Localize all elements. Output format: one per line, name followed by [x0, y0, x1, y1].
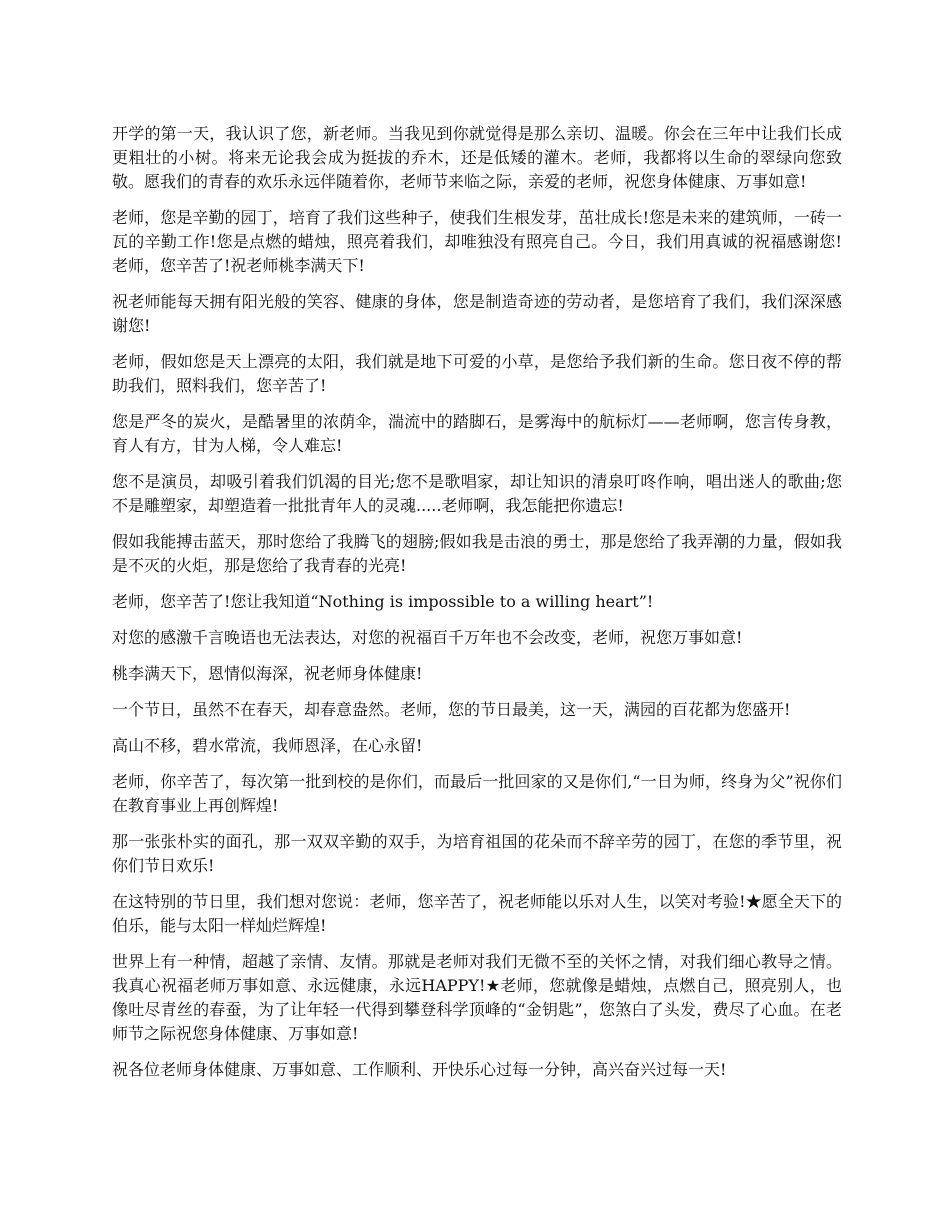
paragraph-11: 一个节日，虽然不在春天，却春意盎然。老师，您的节日最美，这一天，满园的百花都为您盛开!	[112, 700, 791, 719]
paragraph-13: 老师，你辛苦了，每次第一批到校的是你们，而最后一批回家的又是你们,“一日为师，终身为父”祝你们在教育事业上再创辉煌!	[112, 772, 842, 815]
paragraph-9: 对您的感激千言晚语也无法表达，对您的祝福百千万年也不会改变，老师，祝您万事如意!	[112, 628, 743, 647]
paragraph-10: 桃李满天下，恩情似海深，祝老师身体健康!	[112, 664, 423, 683]
paragraph-16: 世界上有一种情，超越了亲情、友情。那就是老师对我们无微不至的关怀之情，对我们细心教导之情。我真心祝福老师万事如意、永远健康，永远HAPPY!★老师，您就像是蜡烛，点燃自己，照亮别人，也像吐尽青丝的春蚕，为了让年轻一代得到攀登科学顶峰的“金钥匙”，您煞白了头发，费尽了心血。在老师节之际祝您身体健康、万事如意!	[112, 952, 842, 1043]
paragraph-8: 老师，您辛苦了!您让我知道“Nothing is impossible to a willing heart”!	[112, 592, 654, 611]
paragraph-17: 祝各位老师身体健康、万事如意、工作顺利、开快乐心过每一分钟，高兴奋兴过每一天!	[112, 1060, 727, 1079]
paragraph-6: 您不是演员，却吸引着我们饥渴的目光;您不是歌唱家，却让知识的清泉叮咚作响，唱出迷人的歌曲;您不是雕塑家，却塑造着一批批青年人的灵魂.....老师啊，我怎能把你遗忘!	[112, 472, 842, 515]
paragraph-2: 老师，您是辛勤的园丁，培育了我们这些种子，使我们生根发芽，茁壮成长!您是未来的建筑师，一砖一瓦的辛勤工作!您是点燃的蜡烛，照亮着我们，却唯独没有照亮自己。今日，我们用真诚的祝福感谢您!老师，您辛苦了!祝老师桃李满天下!	[112, 208, 842, 275]
paragraph-1: 开学的第一天，我认识了您，新老师。当我见到你就觉得是那么亲切、温暖。你会在三年中让我们长成更粗壮的小树。将来无论我会成为挺拔的乔木，还是低矮的灌木。老师，我都将以生命的翠绿向您致敬。愿我们的青春的欢乐永远伴随着你，老师节来临之际，亲爱的老师，祝您身体健康、万事如意!	[112, 124, 842, 191]
paragraph-7: 假如我能搏击蓝天，那时您给了我腾飞的翅膀;假如我是击浪的勇士，那是您给了我弄潮的力量，假如我是不灭的火炬，那是您给了我青春的光亮!	[112, 532, 842, 575]
paragraph-12: 高山不移，碧水常流，我师恩泽，在心永留!	[112, 736, 423, 755]
paragraph-4: 老师，假如您是天上漂亮的太阳，我们就是地下可爱的小草，是您给予我们新的生命。您日夜不停的帮助我们，照料我们，您辛苦了!	[112, 352, 842, 395]
document-page	[112, 122, 842, 1094]
paragraph-14: 那一张张朴实的面孔，那一双双辛勤的双手，为培育祖国的花朵而不辞辛劳的园丁，在您的季节里，祝你们节日欢乐!	[112, 832, 842, 875]
paragraph-3: 祝老师能每天拥有阳光般的笑容、健康的身体，您是制造奇迹的劳动者，是您培育了我们，我们深深感谢您!	[112, 292, 842, 335]
paragraph-15: 在这特别的节日里，我们想对您说：老师，您辛苦了，祝老师能以乐对人生，以笑对考验!★愿全天下的伯乐，能与太阳一样灿烂辉煌!	[112, 892, 842, 935]
paragraph-5: 您是严冬的炭火，是酷暑里的浓荫伞，湍流中的踏脚石，是雾海中的航标灯——老师啊，您言传身教，育人有方，甘为人梯，令人难忘!	[112, 412, 842, 455]
